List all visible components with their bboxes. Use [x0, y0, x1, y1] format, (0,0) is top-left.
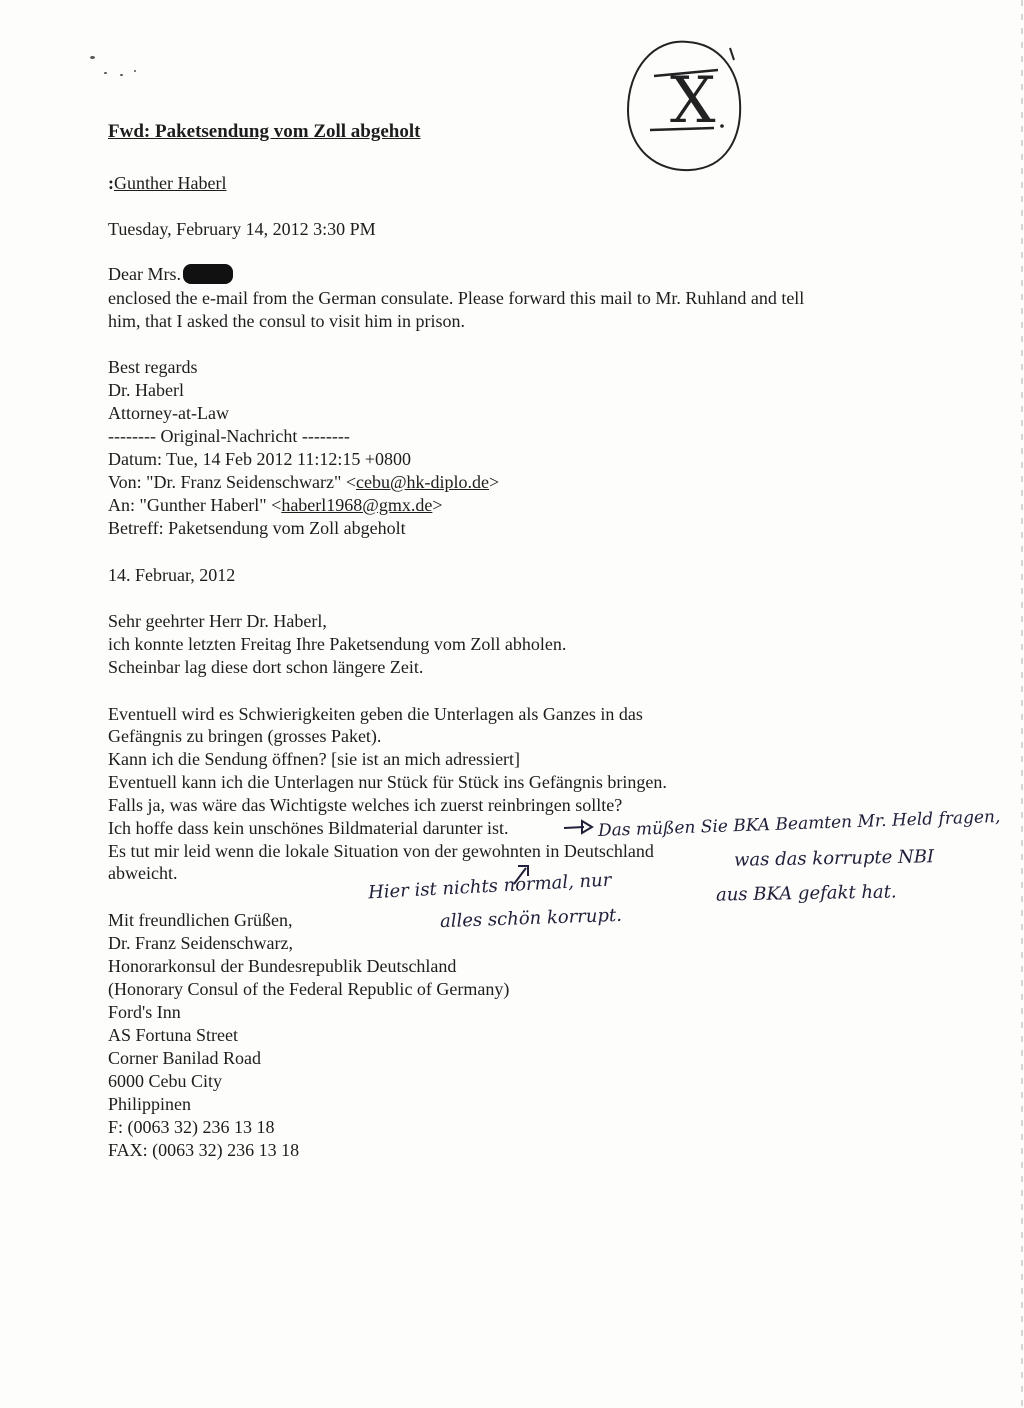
scan-speck: [120, 74, 123, 76]
header-betreff: Betreff: Paketsendung vom Zoll abgeholt: [108, 518, 406, 538]
original-message-header: -------- Original-Nachricht --------: [108, 426, 350, 446]
signoff-line: Attorney-at-Law: [108, 403, 229, 423]
letter-line: Ich hoffe dass kein unschönes Bildmaterial darunter ist.: [108, 818, 509, 838]
handwritten-arrow-icon: [560, 818, 600, 838]
letter-line: Eventuell kann ich die Unterlagen nur Stück für Stück ins Gefängnis bringen.: [108, 772, 667, 792]
header-datum: Datum: Tue, 14 Feb 2012 11:12:15 +0800: [108, 449, 412, 469]
closing-line: Honorarkonsul der Bundesrepublik Deutschland: [108, 956, 457, 976]
greeting-text: Dear Mrs.: [108, 264, 181, 284]
body-line: enclosed the e-mail from the German consulate. Please forward this mail to Mr. Ruhland and tell: [108, 288, 805, 308]
closing-line: Dr. Franz Seidenschwarz,: [108, 933, 293, 953]
letter-line: Falls ja, was wäre das Wichtigste welches ich zuerst reinbringen sollte?: [108, 795, 623, 815]
closing-line: Mit freundlichen Grüßen,: [108, 910, 293, 930]
letter-line: Eventuell wird es Schwierigkeiten geben die Unterlagen als Ganzes in das: [108, 704, 643, 724]
from-name[interactable]: Gunther Haberl: [114, 173, 227, 193]
scan-edge-artifact: [1021, 0, 1023, 1408]
letter-line: Sehr geehrter Herr Dr. Haberl,: [108, 611, 327, 631]
letter-line: ich konnte letzten Freitag Ihre Paketsendung vom Zoll abholen.: [108, 634, 567, 654]
handwritten-note-right-line: Das müßen Sie BKA Beamten Mr. Held fragen,: [597, 806, 1001, 842]
circled-numeral-mark: [618, 30, 748, 180]
redaction-block: [183, 264, 233, 284]
handwritten-note-right-line: aus BKA gefakt hat.: [715, 881, 897, 906]
closing-line: Philippinen: [108, 1094, 192, 1114]
letter-line: Es tut mir leid wenn die lokale Situation von der gewohnten in Deutschland: [108, 841, 654, 861]
closing-line: Ford's Inn: [108, 1002, 181, 1022]
an-email-link[interactable]: haberl1968@gmx.de: [281, 495, 433, 515]
email-greeting: [108, 263, 233, 285]
closing-line: FAX: (0063 32) 236 13 18: [108, 1140, 300, 1160]
scan-speck: [104, 72, 107, 74]
email-date: Tuesday, February 14, 2012 3:30 PM: [108, 219, 376, 239]
letter-date: 14. Februar, 2012: [108, 565, 236, 585]
closing-line: AS Fortuna Street: [108, 1025, 238, 1045]
handwritten-note-right-line: was das korrupte NBI: [733, 846, 935, 871]
signoff-line: Dr. Haberl: [108, 380, 184, 400]
scan-speck: [134, 70, 136, 72]
signoff-line: Best regards: [108, 357, 198, 377]
von-prefix: Von: "Dr. Franz Seidenschwarz" <: [108, 472, 356, 492]
roman-numeral-text: X: [670, 64, 716, 138]
scan-speck: [90, 56, 95, 59]
letter-line: abweicht.: [108, 863, 178, 883]
closing-line: 6000 Cebu City: [108, 1071, 223, 1091]
email-from: [108, 172, 226, 194]
an-prefix: An: "Gunther Haberl" <: [108, 495, 282, 515]
von-email-link[interactable]: cebu@hk-diplo.de: [355, 472, 490, 492]
header-von: [108, 471, 499, 493]
von-suffix: >: [489, 472, 500, 492]
an-suffix: >: [432, 495, 443, 515]
closing-line: F: (0063 32) 236 13 18: [108, 1117, 275, 1137]
closing-line: Corner Banilad Road: [108, 1048, 261, 1068]
letter-line: Gefängnis zu bringen (grosses Paket).: [108, 726, 382, 746]
letter-line: Scheinbar lag diese dort schon längere Zeit.: [108, 657, 424, 677]
body-line: him, that I asked the consul to visit him in prison.: [108, 311, 465, 331]
handwritten-note-middle-line: alles schön korrupt.: [439, 904, 623, 933]
from-prefix: :: [108, 173, 114, 193]
closing-line: (Honorary Consul of the Federal Republic of Germany): [108, 979, 510, 999]
email-subject: Fwd: Paketsendung vom Zoll abgeholt: [108, 121, 421, 142]
handwritten-note-middle-line: Hier ist nichts normal, nur: [367, 869, 612, 904]
header-an: [108, 494, 443, 516]
letter-line: Kann ich die Sendung öffnen? [sie ist an mich adressiert]: [108, 749, 521, 769]
